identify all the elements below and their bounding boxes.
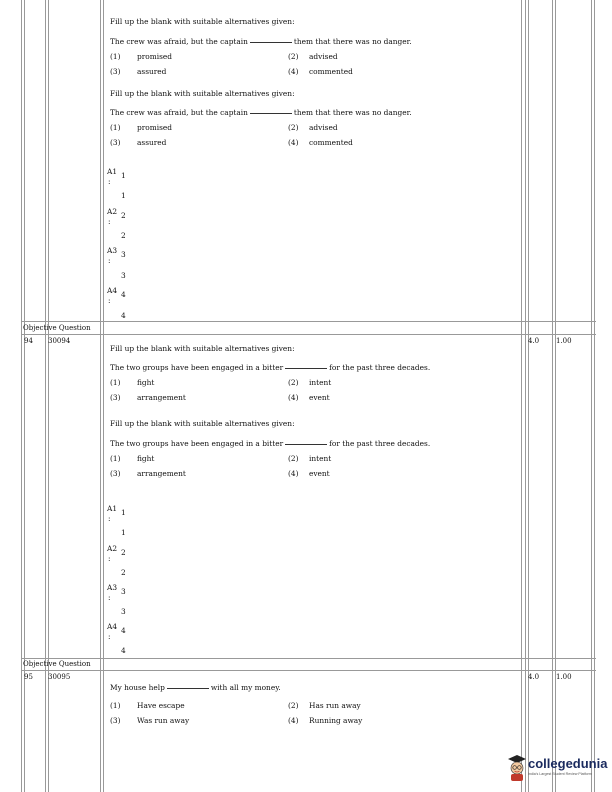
option-num: (4) [288, 469, 299, 478]
option-num: (4) [288, 716, 299, 725]
question-id: 30094 [48, 337, 71, 345]
table-border-left [21, 0, 22, 792]
answer-colon: : [108, 632, 111, 641]
row-divider [21, 658, 596, 659]
option-text: fight [137, 454, 155, 463]
option-text: event [309, 393, 330, 402]
option-text: advised [309, 52, 338, 61]
option-num: (2) [288, 378, 299, 387]
instruction: Fill up the blank with suitable alternatives given: [110, 89, 295, 98]
option-num: (1) [110, 123, 121, 132]
marks: 4.0 [528, 673, 540, 681]
negative-marks: 1.00 [556, 337, 572, 345]
answer-value: 3 [121, 587, 126, 596]
answer-value: 1 [121, 171, 126, 180]
instruction: Fill up the blank with suitable alternatives given: [110, 344, 295, 353]
inner-border [103, 0, 104, 792]
answer-colon: : [108, 296, 111, 305]
option-text: assured [137, 67, 167, 76]
option-text: advised [309, 123, 338, 132]
answer-label: A4 [107, 286, 118, 295]
option-text: Was run away [137, 716, 190, 725]
option-num: (4) [288, 67, 299, 76]
option-text: assured [137, 138, 167, 147]
answer-colon: : [108, 217, 111, 226]
answer-colon: : [108, 554, 111, 563]
answer-value: 1 [121, 191, 126, 200]
option-text: promised [137, 123, 172, 132]
row-divider [21, 334, 596, 335]
option-text: intent [309, 378, 332, 387]
option-num: (2) [288, 701, 299, 710]
inner-border [591, 0, 592, 792]
logo-wordmark: collegedunia [528, 756, 608, 771]
negative-marks: 1.00 [556, 673, 572, 681]
answer-value: 4 [121, 646, 126, 655]
answer-label: A1 [107, 167, 118, 176]
option-text: Running away [309, 716, 363, 725]
option-text: fight [137, 378, 155, 387]
answer-value: 3 [121, 250, 126, 259]
option-num: (2) [288, 454, 299, 463]
blank [285, 444, 327, 445]
blank [250, 42, 292, 43]
graduate-mascot-icon [506, 752, 528, 782]
question-text: The crew was afraid, but the captain them that there was no danger. [110, 37, 412, 46]
answer-colon: : [108, 177, 111, 186]
answer-value: 2 [121, 231, 126, 240]
answer-value: 4 [121, 626, 126, 635]
table-border-right [594, 0, 595, 792]
question-id: 30095 [48, 673, 71, 681]
serial-number: 95 [24, 673, 33, 681]
option-text: arrangement [137, 469, 186, 478]
option-num: (3) [110, 67, 121, 76]
instruction: Fill up the blank with suitable alternatives given: [110, 419, 295, 428]
answer-label: A3 [107, 246, 118, 255]
answer-value: 1 [121, 528, 126, 537]
col-divider [45, 0, 46, 792]
option-num: (1) [110, 52, 121, 61]
option-num: (3) [110, 716, 121, 725]
section-label: Objective Question [23, 660, 91, 668]
option-num: (2) [288, 123, 299, 132]
answer-label: A1 [107, 504, 118, 513]
option-num: (3) [110, 469, 121, 478]
col-divider [552, 0, 553, 792]
answer-colon: : [108, 593, 111, 602]
instruction: Fill up the blank with suitable alternatives given: [110, 17, 295, 26]
answer-label: A2 [107, 207, 118, 216]
option-num: (1) [110, 378, 121, 387]
option-num: (2) [288, 52, 299, 61]
option-num: (3) [110, 138, 121, 147]
option-text: event [309, 469, 330, 478]
answer-colon: : [108, 514, 111, 523]
blank [167, 688, 209, 689]
option-num: (4) [288, 393, 299, 402]
question-text: The crew was afraid, but the captain them that there was no danger. [110, 108, 412, 117]
row-divider [21, 670, 596, 671]
answer-value: 3 [121, 271, 126, 280]
option-num: (4) [288, 138, 299, 147]
option-text: intent [309, 454, 332, 463]
logo-tagline: India's Largest Student Review Platform [528, 772, 592, 776]
option-num: (1) [110, 454, 121, 463]
answer-label: A3 [107, 583, 118, 592]
question-text: My house help with all my money. [110, 683, 281, 692]
serial-number: 94 [24, 337, 33, 345]
option-text: promised [137, 52, 172, 61]
answer-value: 4 [121, 311, 126, 320]
question-text: The two groups have been engaged in a bitter for the past three decades. [110, 363, 431, 372]
option-text: arrangement [137, 393, 186, 402]
blank [285, 368, 327, 369]
section-label: Objective Question [23, 324, 91, 332]
answer-value: 3 [121, 607, 126, 616]
answer-label: A2 [107, 544, 118, 553]
question-text: The two groups have been engaged in a bitter for the past three decades. [110, 439, 431, 448]
answer-value: 4 [121, 290, 126, 299]
row-divider [21, 321, 596, 322]
blank [250, 113, 292, 114]
answer-colon: : [108, 256, 111, 265]
collegedunia-logo [506, 750, 606, 784]
answer-value: 2 [121, 548, 126, 557]
option-text: Have escape [137, 701, 185, 710]
col-divider [100, 0, 101, 792]
option-text: commented [309, 138, 353, 147]
col-divider [525, 0, 526, 792]
inner-border [521, 0, 522, 792]
answer-label: A4 [107, 622, 118, 631]
answer-value: 2 [121, 211, 126, 220]
marks: 4.0 [528, 337, 540, 345]
option-num: (1) [110, 701, 121, 710]
option-text: Has run away [309, 701, 361, 710]
answer-value: 2 [121, 568, 126, 577]
option-num: (3) [110, 393, 121, 402]
answer-value: 1 [121, 508, 126, 517]
option-text: commented [309, 67, 353, 76]
